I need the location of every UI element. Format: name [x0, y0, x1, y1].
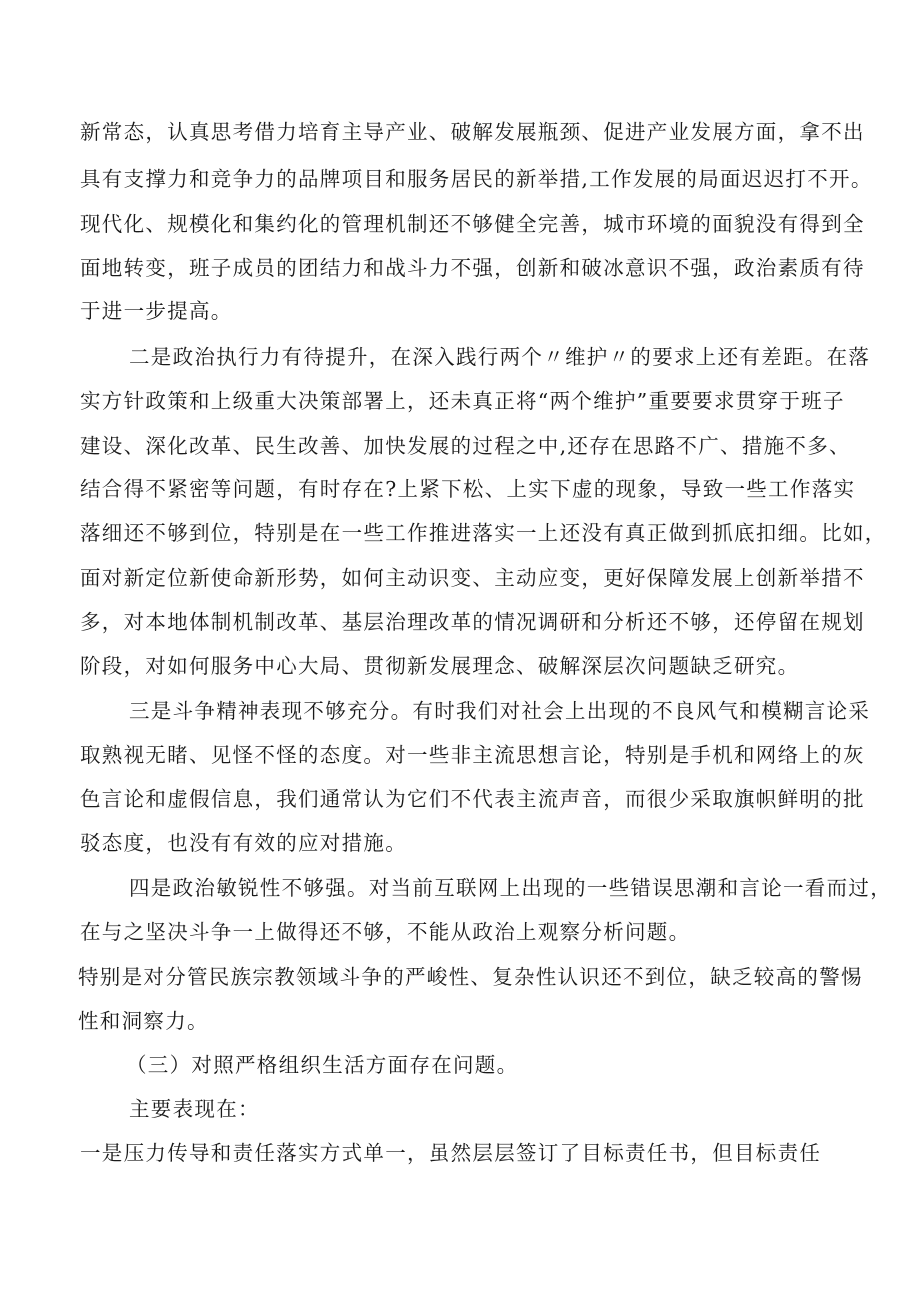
text-line: 多，对本地体制机制改革、基层治理改革的情况调研和分析还不够，还停留在规划	[80, 610, 865, 634]
text-line: 性和洞察力。	[78, 1009, 209, 1033]
text-line: 取熟视无睹、见怪不怪的态度。对一些非主流思想言论，特别是手机和网络上的灰	[80, 743, 865, 767]
text-line: 色言论和虚假信息，我们通常认为它们不代表主流声音，而很少采取旗帜鲜明的批	[80, 787, 865, 811]
text-line: 具有支撑力和竞争力的品牌项目和服务居民的新举措,工作发展的局面迟迟打不开。	[80, 167, 873, 191]
text-line: 阶段，对如何服务中心大局、贯彻新发展理念、破解深层次问题缺乏研究。	[80, 654, 800, 678]
text-line: 新常态，认真思考借力培育主导产业、破解发展瓶颈、促进产业发展方面，拿不出	[80, 120, 865, 144]
text-line: 建设、深化改革、民生改善、加快发展的过程之中,还存在思路不广、措施不多、	[80, 434, 851, 458]
text-line: 面对新定位新使命新形势，如何主动识变、主动应变，更好保障发展上创新举措不	[80, 566, 865, 590]
text-line: 主要表现在：	[129, 1097, 260, 1121]
text-line: 实方针政策和上级重大决策部署上，还未真正将“两个维护”重要要求贯穿于班子	[80, 389, 845, 413]
text-line: 一是压力传导和责任落实方式单一，虽然层层签订了目标责任书，但目标责任	[80, 1141, 822, 1165]
text-line: 现代化、规模化和集约化的管理机制还不够健全完善，城市环境的面貌没有得到全	[80, 212, 865, 236]
paragraph-start-line: 四是政治敏锐性不够强。对当前互联网上出现的一些错误思潮和言论一看而过，	[129, 876, 892, 900]
text-line: 落细还不够到位，特别是在一些工作推进落实一上还没有真正做到抓底扣细。比如，	[80, 521, 887, 545]
paragraph-start-line: 三是斗争精神表现不够充分。有时我们对社会上出现的不良风气和模糊言论采	[129, 699, 871, 723]
text-line: 驳态度，也没有有效的应对措施。	[80, 831, 407, 855]
text-line: 于进一步提高。	[80, 299, 233, 323]
text-line: 在与之坚决斗争一上做得还不够，不能从政治上观察分析问题。	[80, 920, 691, 944]
paragraph-start-line: 二是政治执行力有待提升，在深入践行两个〃维护〃的要求上还有差距。在落	[129, 345, 871, 369]
text-line: 特别是对分管民族宗教领域斗争的严峻性、复杂性认识还不到位，缺乏较高的警惕	[78, 965, 863, 989]
text-line: 面地转变，班子成员的团结力和战斗力不强，创新和破冰意识不强，政治素质有待	[80, 256, 865, 280]
text-line: 结合得不紧密等问题，有时存在?上紧下松、上实下虚的现象，导致一些工作落实	[80, 477, 856, 501]
section-heading: （三）对照严格组织生活方面存在问题。	[126, 1053, 519, 1077]
